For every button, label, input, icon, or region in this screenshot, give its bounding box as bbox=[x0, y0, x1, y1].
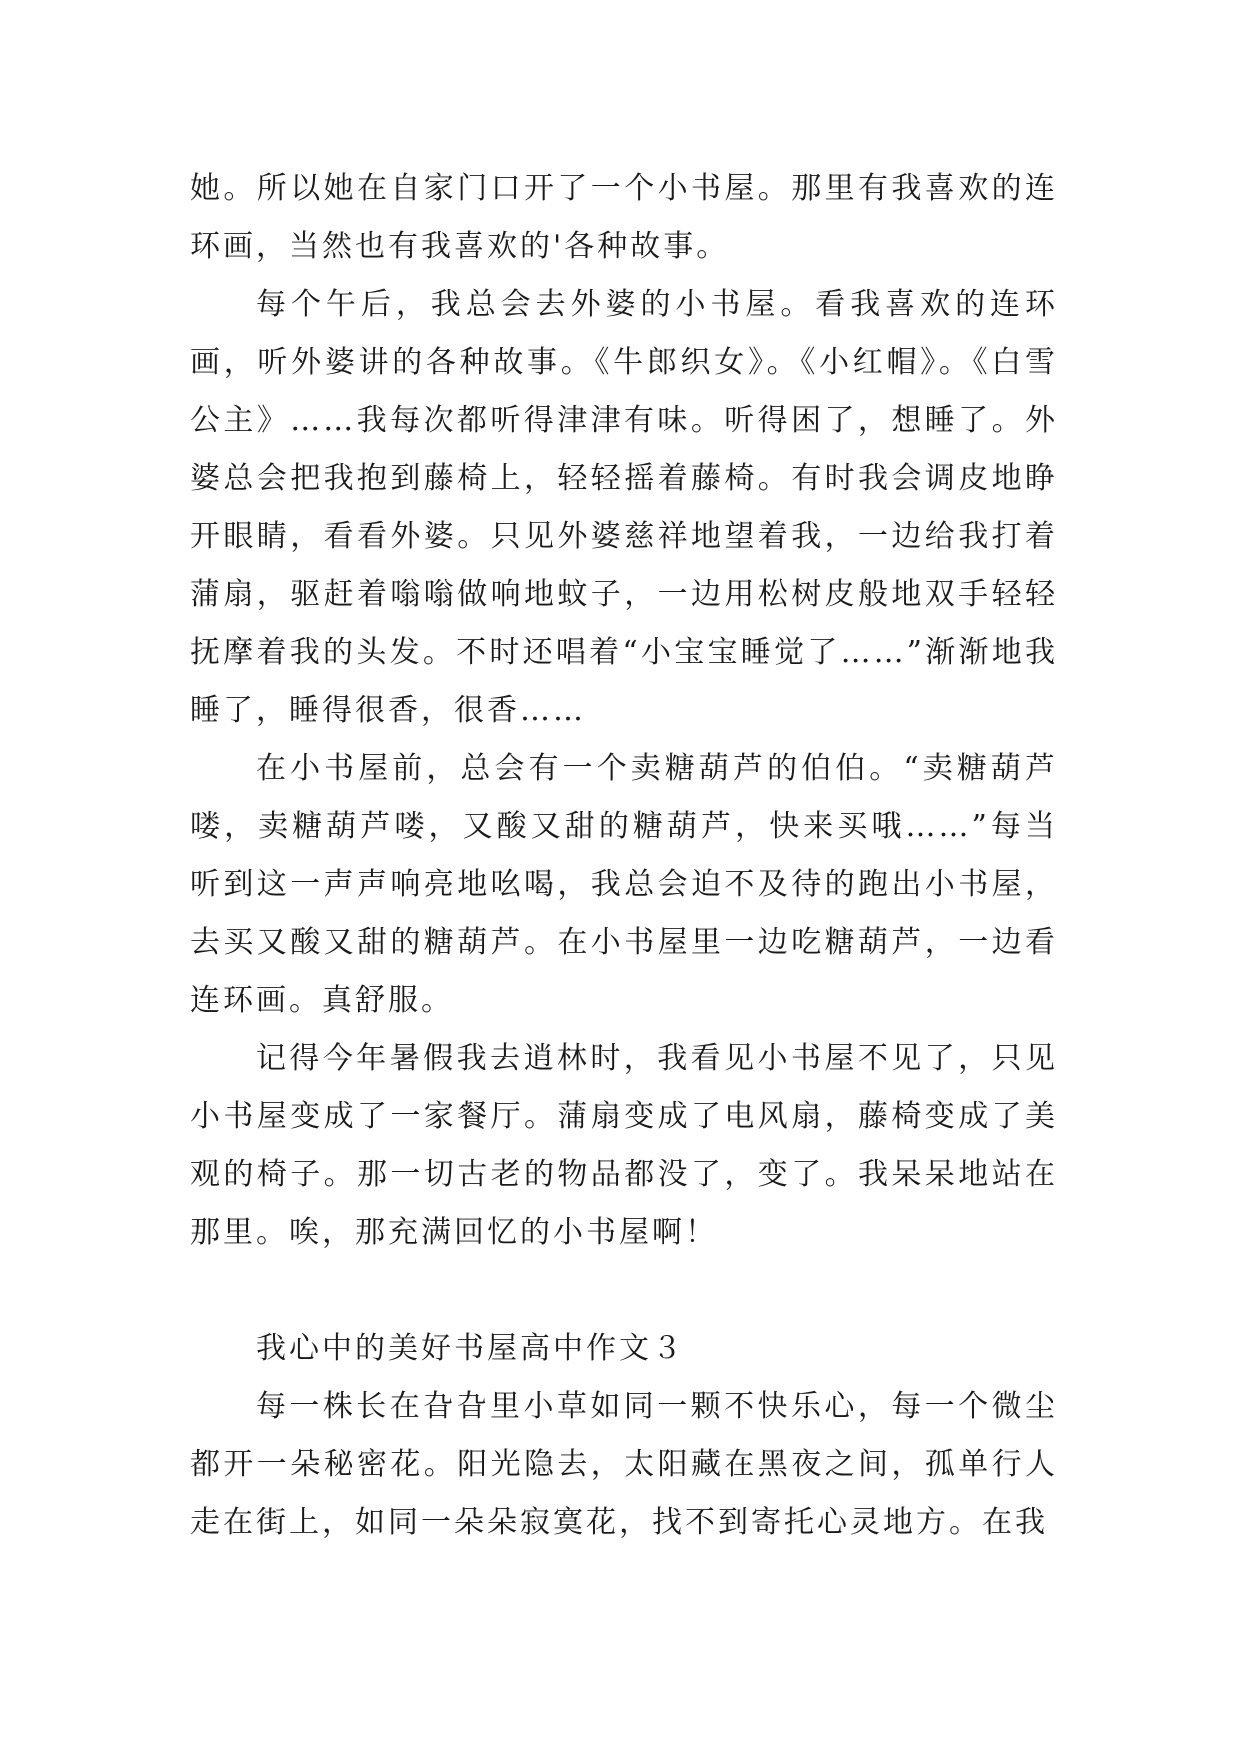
paragraph-section-three: 每一株长在旮旮里小草如同一颗不快乐心，每一个微尘都开一朵秘密花。阳光隐去，太阳藏在黑夜之间，孤单行人走在街上，如同一朵朵寂寞花，找不到寄托心灵地方。在我 bbox=[190, 1389, 1058, 1540]
paragraph-candied-haws: 在小书屋前，总会有一个卖糖葫芦的伯伯。“卖糖葫芦喽，卖糖葫芦喽，又酸又甜的糖葫芦，快来买哦……”每当听到这一声声响亮地吆喝，我总会迫不及待的跑出小书屋，去买又酸又甜的糖葫芦。在小书屋里一边吃糖葫芦，一边看连环画。真舒服。 bbox=[190, 751, 1058, 1018]
section-title: 我心中的美好书屋高中作文３ bbox=[256, 1331, 685, 1366]
paragraph-afternoon-stories: 每个午后，我总会去外婆的小书屋。看我喜欢的连环画，听外婆讲的各种故事。《牛郎织女》。《小红帽》。《白雪公主》……我每次都听得津津有味。听得困了，想睡了。外婆总会把我抱到藤椅上，轻轻摇着藤椅。有时我会调皮地睁开眼睛，看看外婆。只见外婆慈祥地望着我，一边给我打着蒲扇，驱赶着嗡嗡做响地蚊子，一边用松树皮般地双手轻轻抚摩着我的头发。不时还唱着“小宝宝睡觉了……”渐渐地我睡了，睡得很香，很香…… bbox=[190, 287, 1058, 728]
paragraph-summer-visit: 记得今年暑假我去逍林时，我看见小书屋不见了，只见小书屋变成了一家餐厅。蒲扇变成了电风扇，藤椅变成了美观的椅子。那一切古老的物品都没了，变了。我呆呆地站在那里。唉，那充满回忆的小书屋啊！ bbox=[190, 1041, 1058, 1250]
paragraph-continuation: 她。所以她在自家门口开了一个小书屋。那里有我喜欢的连环画，当然也有我喜欢的'各种故事。 bbox=[190, 171, 1058, 264]
document-body bbox=[190, 160, 1058, 1552]
